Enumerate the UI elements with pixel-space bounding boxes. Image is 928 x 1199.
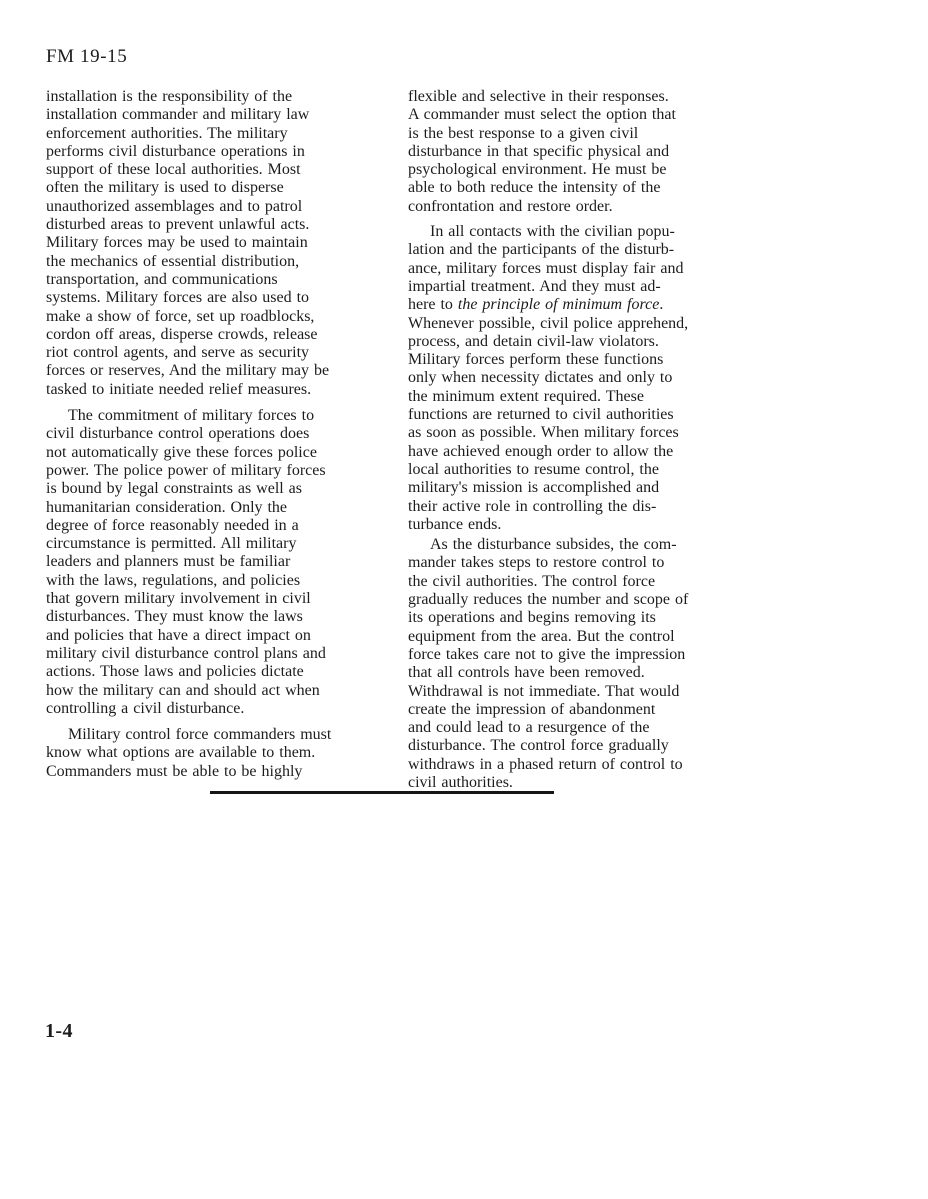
text-line: process, and detain civil-law violators. [408,332,659,350]
text-line: as soon as possible. When military forces [408,424,679,442]
paragraph [46,88,382,399]
text-line: As the disturbance subsides, the com- [430,536,677,554]
text-line: that govern military involvement in civil [46,590,311,608]
text-line: Withdrawal is not immediate. That would [408,682,680,700]
text-line: functions are returned to civil authorities [408,406,674,424]
text-line: know what options are available to them. [46,744,316,762]
text-line: humanitarian consideration. Only the [46,498,288,516]
text-line: confrontation and restore order. [408,197,613,215]
text-line: military civil disturbance control plans and [46,644,326,662]
text-line: often the military is used to disperse [46,179,284,197]
text-line: tasked to initiate needed relief measures. [46,380,312,398]
text-line: installation is the responsibility of the [46,88,293,105]
text-line: disturbances. They must know the laws [46,608,303,626]
text-line: Military forces perform these functions [408,351,664,369]
text-line: actions. Those laws and policies dictate [46,663,304,681]
text-line: ance, military forces must display fair and [408,259,684,277]
text-line: force takes care not to give the impression [408,645,686,663]
text-line: and policies that have a direct impact on [46,626,311,644]
text-line: not automatically give these forces police [46,443,317,461]
italic-phrase: the principle of minimum force [457,296,660,314]
text-line: The commitment of military forces to [68,407,315,425]
left-column [46,88,382,781]
text-line: have achieved enough order to allow the [408,442,674,460]
page-number: 1-4 [45,1020,73,1042]
right-column [408,88,738,792]
text-line: Whenever possible, civil police apprehend, [408,314,689,332]
text-line [408,296,738,314]
text-line: with the laws, regulations, and policies [46,571,301,589]
text-segment: here to [408,296,458,314]
text-line: flexible and selective in their responses. [408,88,669,105]
text-line: is bound by legal constraints as well as [46,480,303,498]
text-line: their active role in controlling the dis- [408,497,657,515]
text-line: cordon off areas, disperse crowds, release [46,325,318,343]
text-line: the mechanics of essential distribution, [46,252,300,270]
paragraph [46,407,382,718]
text-line: military's mission is accomplished and [408,479,660,497]
paragraph [408,88,738,216]
text-line: local authorities to resume control, the [408,460,659,478]
text-line: civil authorities. [408,773,513,791]
text-line: Military forces may be used to maintain [46,234,308,252]
text-line: systems. Military forces are also used to [46,289,310,307]
text-line: create the impression of abandonment [408,700,656,718]
text-line: turbance ends. [408,515,502,533]
text-line: civil disturbance control operations does [46,425,310,443]
text-line: Commanders must be able to be highly [46,762,303,780]
text-line: Military control force commanders must [68,726,332,744]
text-line: support of these local authorities. Most [46,161,301,179]
text-line: transportation, and communications [46,270,278,288]
text-line: that all controls have been removed. [408,664,645,682]
text-line: the civil authorities. The control force [408,572,656,590]
text-line: the minimum extent required. These [408,387,644,405]
text-line: controlling a civil disturbance. [46,699,245,717]
text-line: installation commander and military law [46,106,310,124]
text-segment: . [659,296,664,314]
text-line: disturbed areas to prevent unlawful acts. [46,216,310,234]
text-line: leaders and planners must be familiar [46,553,291,571]
text-line: only when necessity dictates and only to [408,369,673,387]
text-line: mander takes steps to restore control to [408,554,665,572]
text-line: power. The police power of military forces [46,461,326,479]
text-line: performs civil disturbance operations in [46,142,305,160]
text-line: A commander must select the option that [408,106,676,124]
text-line: circumstance is permitted. All military [46,535,297,553]
text-line: unauthorized assemblages and to patrol [46,197,303,215]
text-line: and could lead to a resurgence of the [408,719,650,737]
paragraph [408,223,738,534]
text-line: withdraws in a phased return of control to [408,755,683,773]
text-line: riot control agents, and serve as security [46,344,310,362]
page-header: FM 19-15 [46,46,128,67]
text-line: make a show of force, set up roadblocks, [46,307,315,325]
text-line: impartial treatment. And they must ad- [408,277,661,295]
text-line: disturbance in that specific physical and [408,142,670,160]
paragraph [46,726,382,781]
text-line: equipment from the area. But the control [408,627,675,645]
text-line: lation and the participants of the disturb- [408,241,675,259]
paragraph [408,536,738,792]
text-line: how the military can and should act when [46,681,320,699]
text-line: disturbance. The control force gradually [408,737,669,755]
text-line: forces or reserves, And the military may be [46,362,330,380]
bottom-rule [210,791,554,794]
text-line: In all contacts with the civilian popu- [430,223,675,241]
text-line: able to both reduce the intensity of the [408,179,661,197]
text-line: is the best response to a given civil [408,124,639,142]
text-line: degree of force reasonably needed in a [46,516,299,534]
text-line: gradually reduces the number and scope of [408,591,689,609]
text-line: its operations and begins removing its [408,609,656,627]
text-line: enforcement authorities. The military [46,124,288,142]
text-line: psychological environment. He must be [408,161,667,179]
